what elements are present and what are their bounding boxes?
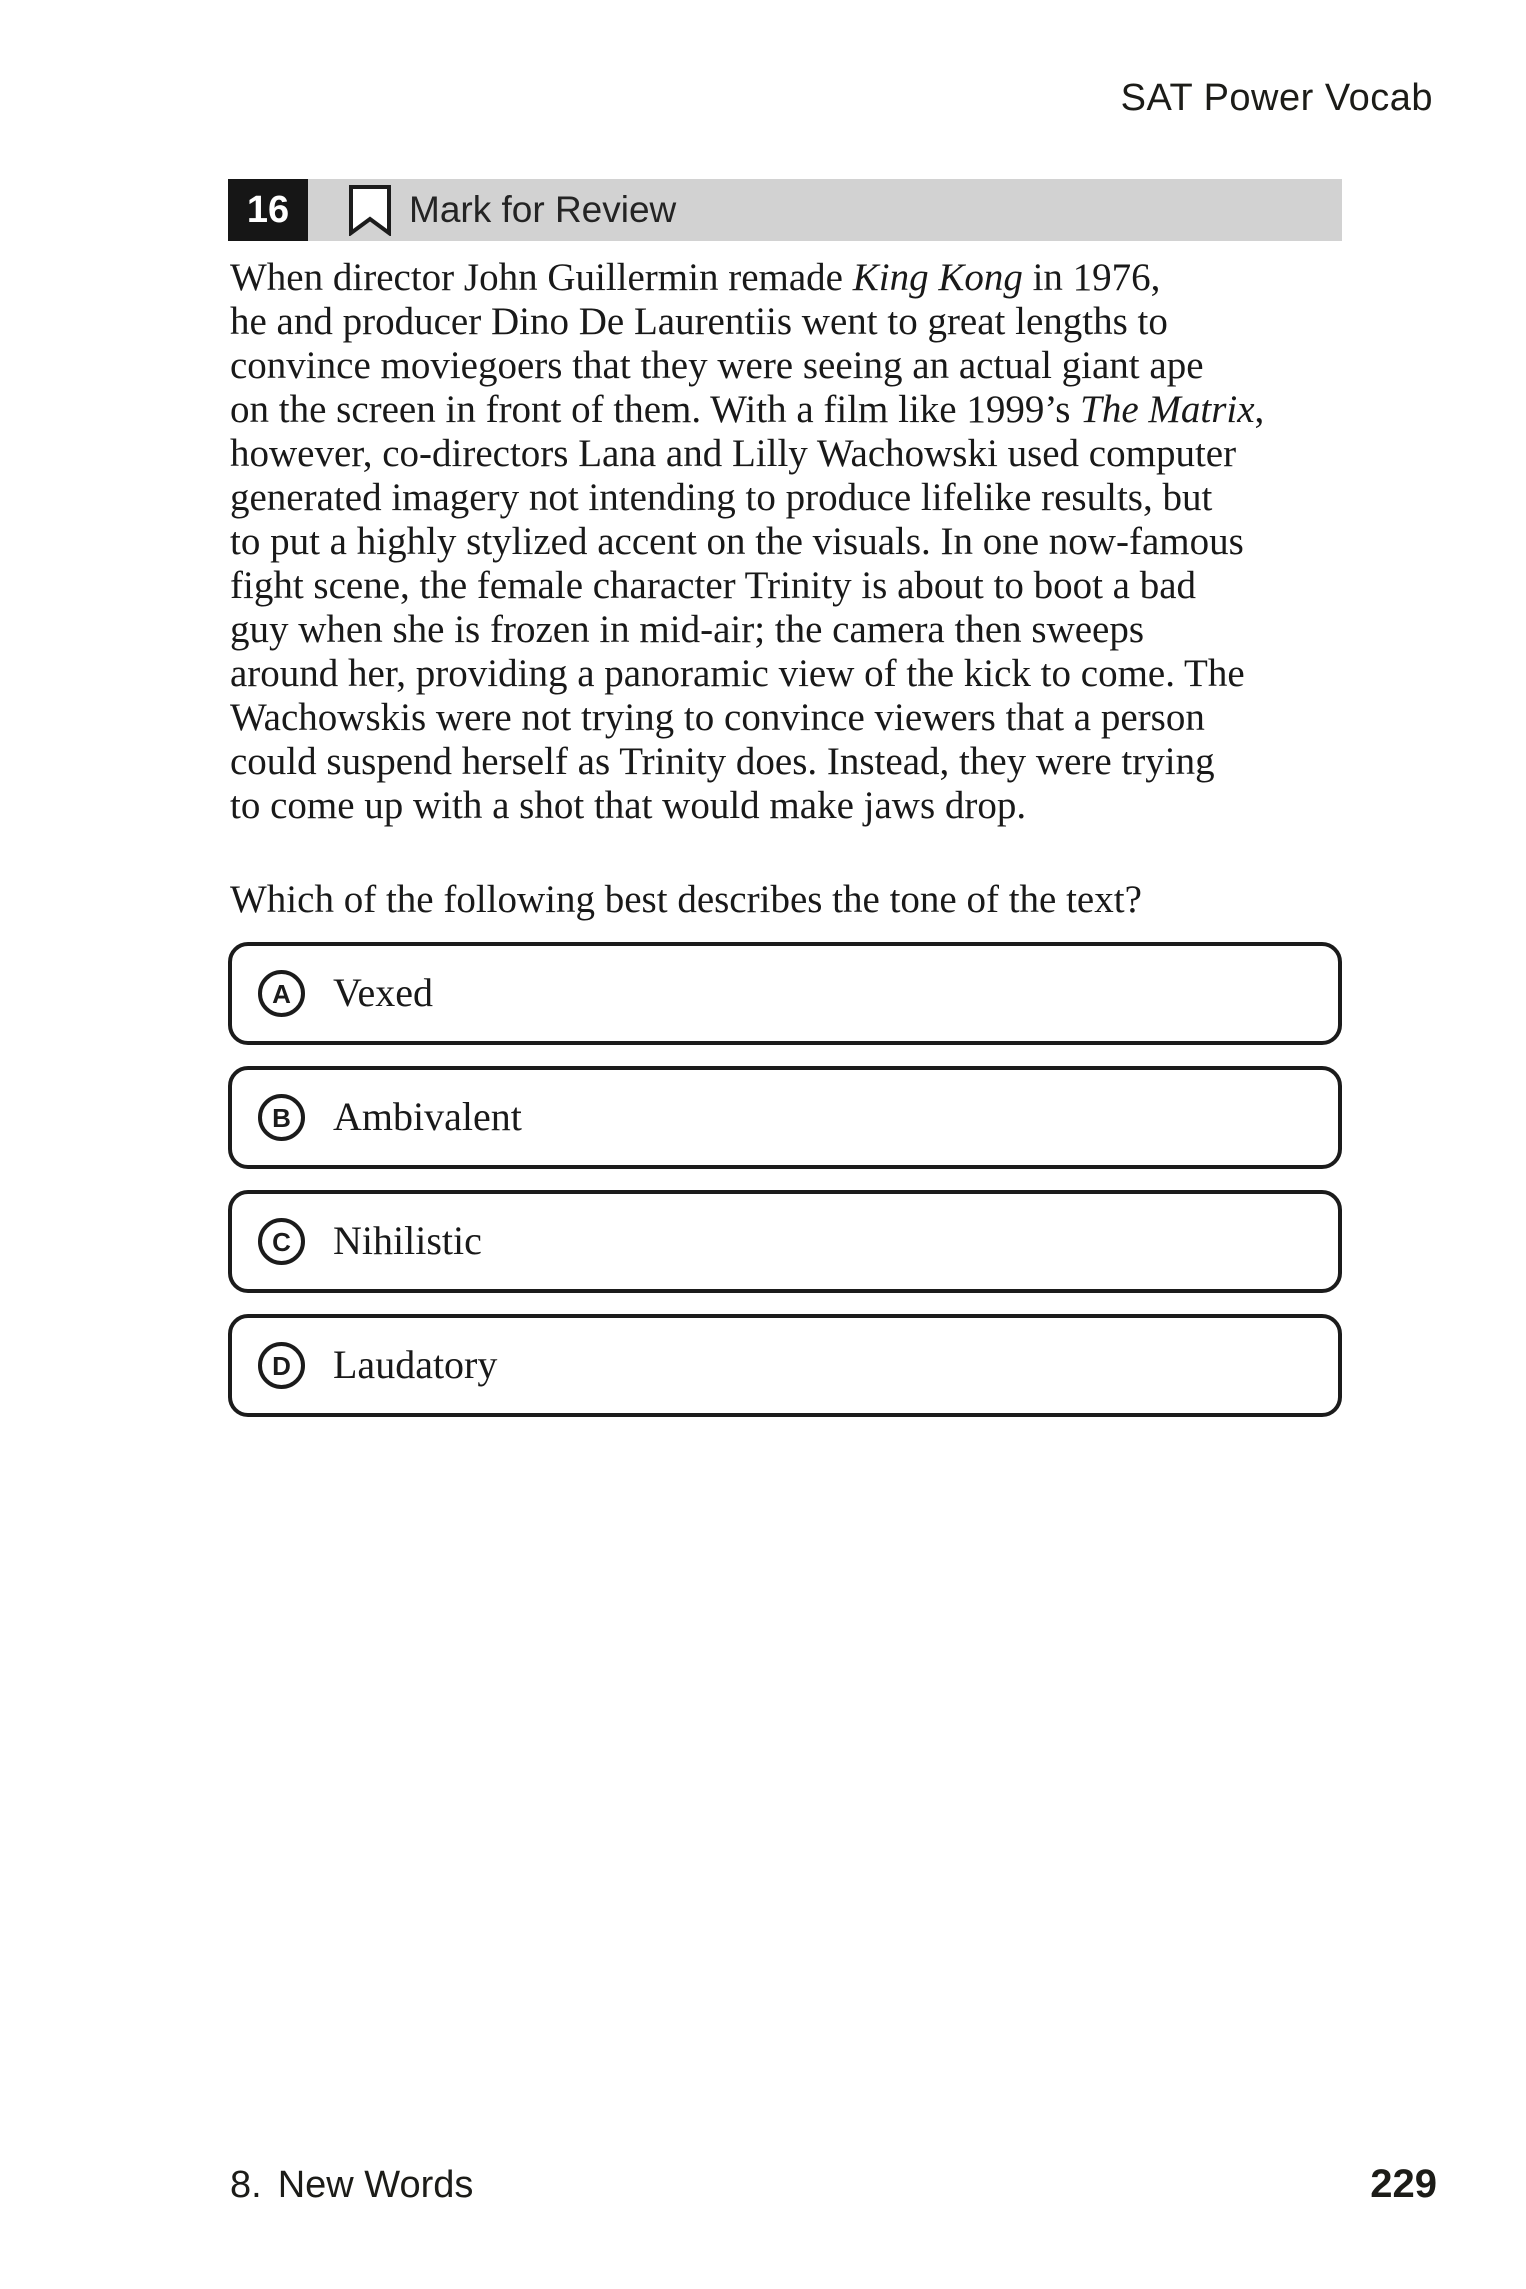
option-letter-badge: C — [258, 1218, 305, 1265]
passage-text — [230, 256, 1264, 828]
passage-italic-title: King Kong — [852, 256, 1023, 299]
option-text: Vexed — [333, 969, 433, 1015]
passage-segment: convince moviegoers that they were seeing an actual giant ape — [230, 344, 1204, 387]
bookmark-icon — [348, 184, 392, 236]
passage-line — [230, 784, 1264, 828]
option-text: Ambivalent — [333, 1093, 522, 1139]
passage-line — [230, 608, 1264, 652]
passage-italic-title: The Matrix — [1080, 388, 1255, 431]
passage-segment: he and producer Dino De Laurentiis went to great lengths to — [230, 300, 1168, 343]
passage-segment: , — [1254, 388, 1265, 431]
mark-for-review-label: Mark for Review — [409, 188, 677, 230]
page-header-title: SAT Power Vocab — [1120, 77, 1433, 119]
option-letter-badge: B — [258, 1094, 305, 1141]
passage-line — [230, 652, 1264, 696]
passage-segment: to come up with a shot that would make jaws drop. — [230, 784, 1027, 827]
passage-line — [230, 300, 1264, 344]
question-number-badge: 16 — [228, 179, 308, 241]
passage-segment: to put a highly stylized accent on the visuals. In one now-famous — [230, 520, 1244, 563]
mark-for-review-button[interactable] — [308, 179, 676, 241]
passage-segment: in 1976, — [1022, 256, 1161, 299]
answer-option-d[interactable] — [228, 1314, 1342, 1417]
answer-options — [228, 942, 1342, 1438]
footer-section-number: 8. — [230, 2164, 262, 2206]
footer-page-number: 229 — [1370, 2162, 1437, 2206]
question-prompt: Which of the following best describes the tone of the text? — [230, 878, 1142, 921]
option-text: Laudatory — [333, 1341, 498, 1387]
option-letter-badge: D — [258, 1342, 305, 1389]
passage-line — [230, 388, 1264, 432]
answer-option-b[interactable] — [228, 1066, 1342, 1169]
passage-line — [230, 432, 1264, 476]
passage-segment: on the screen in front of them. With a film like 1999’s — [230, 388, 1081, 431]
passage-segment: guy when she is frozen in mid-air; the camera then sweeps — [230, 608, 1145, 651]
passage-line — [230, 256, 1264, 300]
option-text: Nihilistic — [333, 1217, 482, 1263]
passage-segment: When director John Guillermin remade — [230, 256, 853, 299]
answer-option-c[interactable] — [228, 1190, 1342, 1293]
answer-option-a[interactable] — [228, 942, 1342, 1045]
footer-section — [230, 2164, 473, 2207]
question-header-bar — [228, 179, 1342, 241]
option-letter-badge: A — [258, 970, 305, 1017]
passage-line — [230, 476, 1264, 520]
passage-line — [230, 344, 1264, 388]
passage-segment: generated imagery not intending to produce lifelike results, but — [230, 476, 1213, 519]
passage-line — [230, 696, 1264, 740]
passage-line — [230, 740, 1264, 784]
footer-section-label: New Words — [277, 2164, 474, 2206]
page-footer — [230, 2162, 1437, 2207]
passage-segment: however, co-directors Lana and Lilly Wachowski used computer — [230, 432, 1237, 475]
passage-segment: around her, providing a panoramic view of the kick to come. The — [230, 652, 1245, 695]
passage-line — [230, 520, 1264, 564]
passage-segment: Wachowskis were not trying to convince viewers that a person — [230, 696, 1205, 739]
passage-segment: could suspend herself as Trinity does. Instead, they were trying — [230, 740, 1215, 783]
passage-line — [230, 564, 1264, 608]
passage-segment: fight scene, the female character Trinity is about to boot a bad — [230, 564, 1197, 607]
